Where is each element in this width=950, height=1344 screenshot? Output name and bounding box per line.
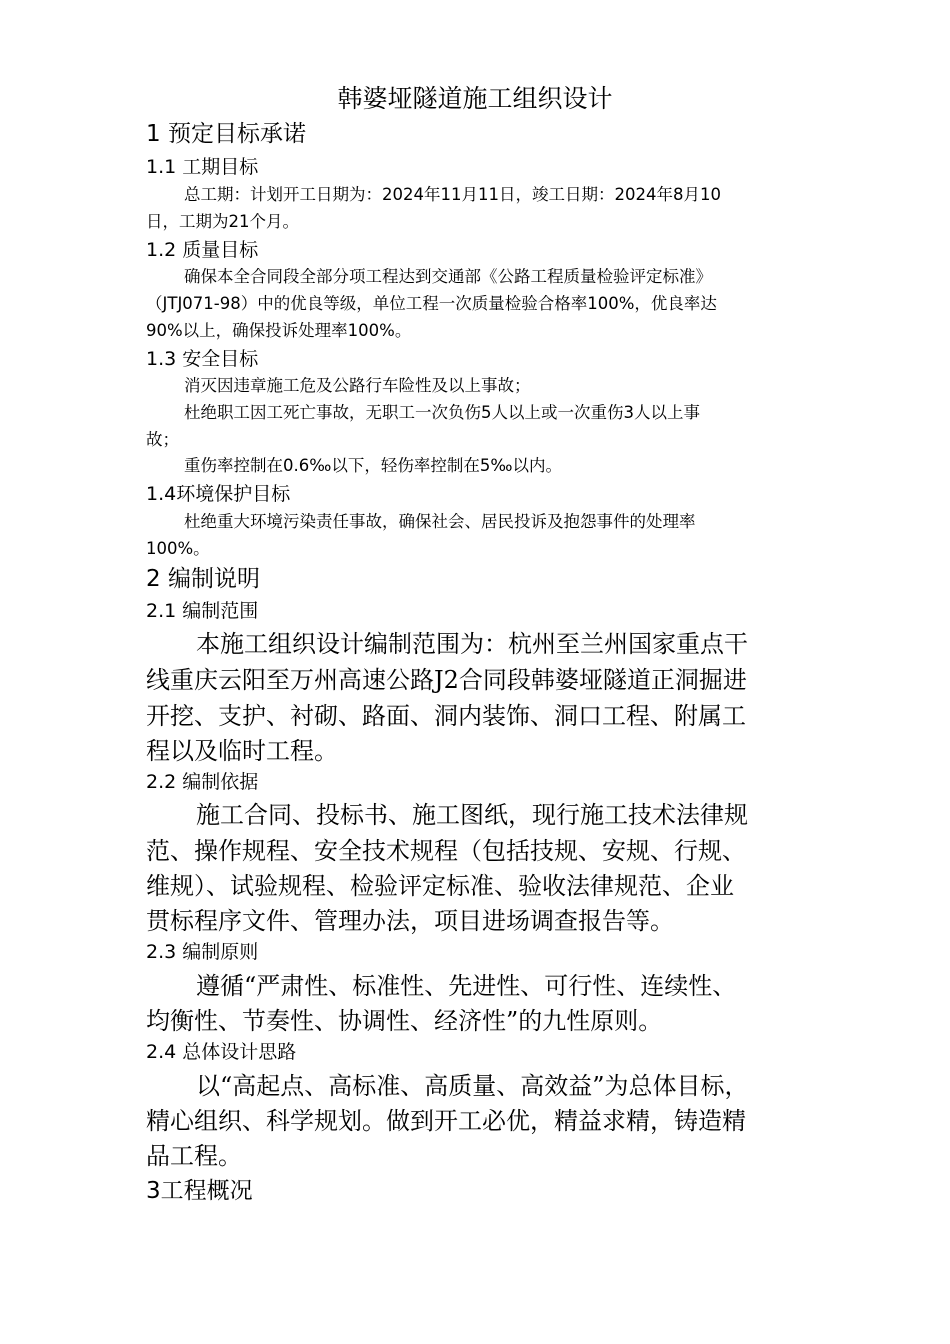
paragraph-line: 总工期：计划开工日期为：2024年11月11日，竣工日期：2024年8月10: [184, 185, 721, 204]
section-3-heading: 3工程概况: [146, 1178, 253, 1204]
section-2-1-heading: 2.1 编制范围: [146, 600, 259, 622]
paragraph-line: 90%以上，确保投诉处理率100%。: [146, 321, 412, 340]
paragraph-line: 100%。: [146, 539, 210, 558]
section-1-2-heading: 1.2 质量目标: [146, 239, 259, 261]
paragraph-line: 维规）、试验规程、检验评定标准、验收法律规范、企业: [146, 872, 734, 900]
section-2-heading: 2 编制说明: [146, 566, 260, 592]
paragraph-line: （JTJ071-98）中的优良等级，单位工程一次质量检验合格率100%，优良率达: [146, 294, 717, 313]
paragraph-line: 品工程。: [146, 1142, 242, 1170]
paragraph-line: 杜绝职工因工死亡事故，无职工一次负伤5人以上或一次重伤3人以上事: [184, 403, 700, 422]
paragraph-line: 范、操作规程、安全技术规程（包括技规、安规、行规、: [146, 837, 746, 865]
paragraph-line: 杜绝重大环境污染责任事故，确保社会、居民投诉及抱怨事件的处理率: [184, 512, 696, 531]
paragraph-line: 贯标程序文件、管理办法，项目进场调查报告等。: [146, 907, 674, 935]
paragraph-line: 确保本全合同段全部分项工程达到交通部《公路工程质量检验评定标准》: [184, 267, 712, 286]
paragraph-line: 程以及临时工程。: [146, 737, 338, 765]
section-1-heading: 1 预定目标承诺: [146, 121, 306, 147]
paragraph-line: 均衡性、节奏性、协调性、经济性”的九性原则。: [146, 1007, 663, 1035]
section-1-4-heading: 1.4环境保护目标: [146, 483, 291, 505]
paragraph-line: 开挖、支护、衬砌、路面、洞内装饰、洞口工程、附属工: [146, 702, 746, 730]
paragraph-line: 消灭因违章施工危及公路行车险性及以上事故；: [184, 376, 531, 395]
paragraph-line: 施工合同、投标书、施工图纸，现行施工技术法律规: [196, 801, 748, 829]
document-title: 韩婆垭隧道施工组织设计: [337, 84, 613, 113]
paragraph-line: 以“高起点、高标准、高质量、高效益”为总体目标，: [196, 1072, 749, 1100]
section-2-3-heading: 2.3 编制原则: [146, 941, 259, 963]
paragraph-line: 线重庆云阳至万州高速公路J2合同段韩婆垭隧道正洞掘进: [146, 666, 747, 694]
paragraph-line: 精心组织、科学规划。做到开工必优，精益求精，铸造精: [146, 1107, 746, 1135]
section-1-1-heading: 1.1 工期目标: [146, 156, 259, 178]
paragraph-line: 本施工组织设计编制范围为：杭州至兰州国家重点干: [196, 630, 748, 658]
section-1-3-heading: 1.3 安全目标: [146, 348, 259, 370]
paragraph-line: 重伤率控制在0.6‰以下，轻伤率控制在5‰以内。: [184, 456, 563, 475]
paragraph-line: 日，工期为21个月。: [146, 212, 299, 231]
section-2-2-heading: 2.2 编制依据: [146, 771, 259, 793]
paragraph-line: 故；: [146, 430, 179, 449]
paragraph-line: 遵循“严肃性、标准性、先进性、可行性、连续性、: [196, 972, 737, 1000]
section-2-4-heading: 2.4 总体设计思路: [146, 1041, 297, 1063]
